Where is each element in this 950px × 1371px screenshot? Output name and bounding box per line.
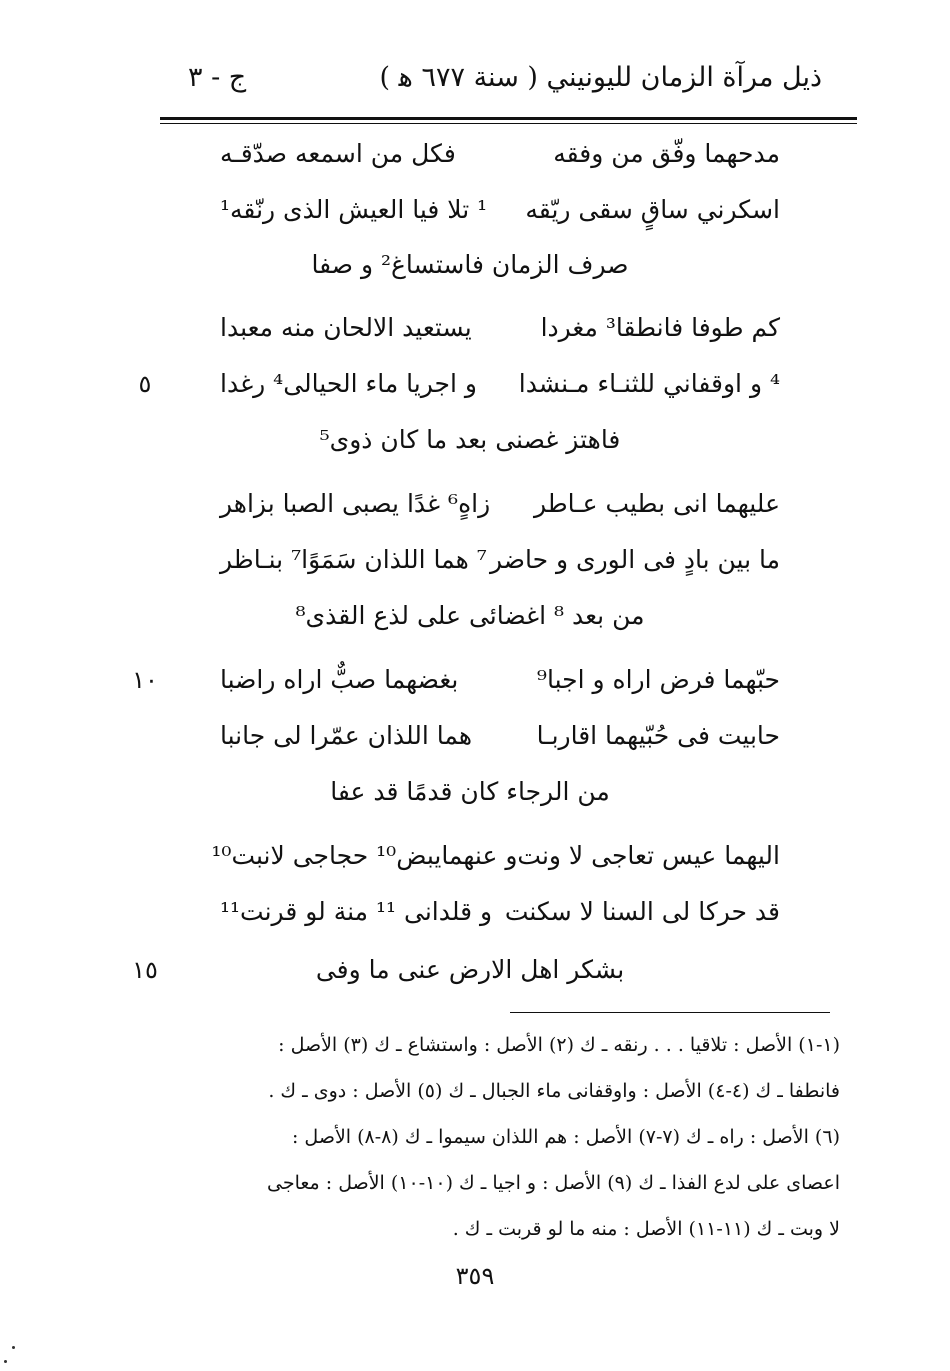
verse-line — [220, 716, 780, 756]
footnote-line: (٦) الأصل : راه ـ ك (٧-٧) الأصل : هم اللذان سيموا ـ ك (٨-٨) الأصل : — [291, 1126, 840, 1148]
verse-right-hemistich: ⁴ و اوقفاني للثنـاء مـنشدا — [518, 369, 780, 398]
verse-left-hemistich: فكل من اسمعه صدّقـه — [220, 139, 456, 168]
verse-left-hemistich: و قلدانى ¹¹ منة لو قرنت¹¹ — [220, 897, 493, 926]
refrain-line: فاهتز غصنى بعد ما كان ذوى⁵ — [319, 425, 621, 454]
verse-line — [220, 134, 780, 174]
header-rule-thin — [160, 123, 857, 124]
footnote-line: لا وبت ـ ك (١١-١١) الأصل : منه ما لو قربت ـ ك . — [452, 1218, 840, 1240]
verse-right-hemistich: حبّهما فرض اراه و اجبا⁹ — [536, 665, 780, 694]
verse-right-hemistich: قد حركا لى السنا لا سكنت — [504, 897, 780, 926]
verse-right-hemistich: اليهما عيس تعاجى لا ونت — [517, 841, 780, 870]
verse-right-hemistich: ما بين بادٍ فى الورى و حاضر — [489, 545, 780, 574]
line-number: ٥ — [138, 370, 152, 398]
running-head-title: ذيل مرآة الزمان لليونيني ( سنة ٦٧٧ ﻫ ) — [379, 62, 822, 93]
verse-left-hemistich: و عنهمايبض¹⁰ حجاجى لانبت¹⁰ — [211, 841, 518, 870]
scan-speck — [12, 1346, 15, 1349]
verse-line — [211, 836, 780, 876]
line-number: ١٥ — [132, 956, 158, 984]
refrain-line: صرف الزمان فاستساغ² و صفا — [311, 250, 629, 279]
verse-right-hemistich: كم طوفا فانطقا³ مغردا — [540, 313, 780, 342]
footnote-line: (١-١) الأصل : تلاقيا . . . رنقه ـ ك (٢) الأصل : واستشاع ـ ك (٣) الأصل : — [278, 1034, 840, 1056]
refrain-line: من الرجاء كان قدمًا قد عفا — [330, 777, 610, 806]
footnote-separator — [510, 1012, 830, 1013]
header-rule-thick — [160, 117, 857, 120]
running-head-part: ج - ٣ — [188, 62, 247, 93]
line-number: ١٠ — [132, 666, 158, 694]
verse-line — [220, 892, 780, 932]
verse-left-hemistich: يستعيد الالحان منه معبدا — [220, 313, 472, 342]
verse-line — [220, 540, 780, 580]
verse-left-hemistich: هما اللذان عمّرا لى جانبا — [220, 721, 473, 750]
footnote-line: اعصاى على لدع الفذا ـ ك (٩) الأصل : و اجيا ـ ك (١٠-١٠) الأصل : معاجى — [267, 1172, 840, 1194]
page-number: ٣٥٩ — [455, 1262, 495, 1290]
refrain-line: بشكر اهل الارض عنى ما وفى — [315, 955, 625, 984]
verse-right-hemistich: حابيت فى حُبّيهما اقاربـا — [536, 721, 780, 750]
verse-right-hemistich: مدحهما وفّق من وفقه — [553, 139, 780, 168]
verse-line — [220, 660, 780, 700]
verse-line — [220, 308, 780, 348]
refrain-line: من بعد ⁸ اغضائى على لذع القذى⁸ — [295, 601, 645, 630]
verse-left-hemistich: و اجريا ماء الحيالى⁴ رغدا — [220, 369, 477, 398]
scan-speck — [4, 1360, 7, 1363]
verse-line — [220, 364, 780, 404]
verse-line — [220, 190, 780, 230]
verse-left-hemistich: بغضهما صبٌّ اراه راضبا — [220, 665, 459, 694]
footnote-line: فانطفا ـ ك (٤-٤) الأصل : واوقفانى ماء الجبال ـ ك (٥) الأصل : دوى ـ ك . — [268, 1080, 840, 1102]
verse-left-hemistich: زاهٍ⁶ غدًا يصبى الصبا بزاهر — [220, 489, 491, 518]
verse-left-hemistich: ⁷ هما اللذان سَمَوًا⁷ بنـاظر — [220, 545, 487, 574]
verse-right-hemistich: عليهما انى بطيب عـاطر — [533, 489, 780, 518]
verse-left-hemistich: ¹ تلا فيا العيش الذى رنّقه¹ — [220, 195, 488, 224]
verse-right-hemistich: اسكرني ساقٍ سقى ريّقه — [525, 195, 780, 224]
verse-line — [220, 484, 780, 524]
